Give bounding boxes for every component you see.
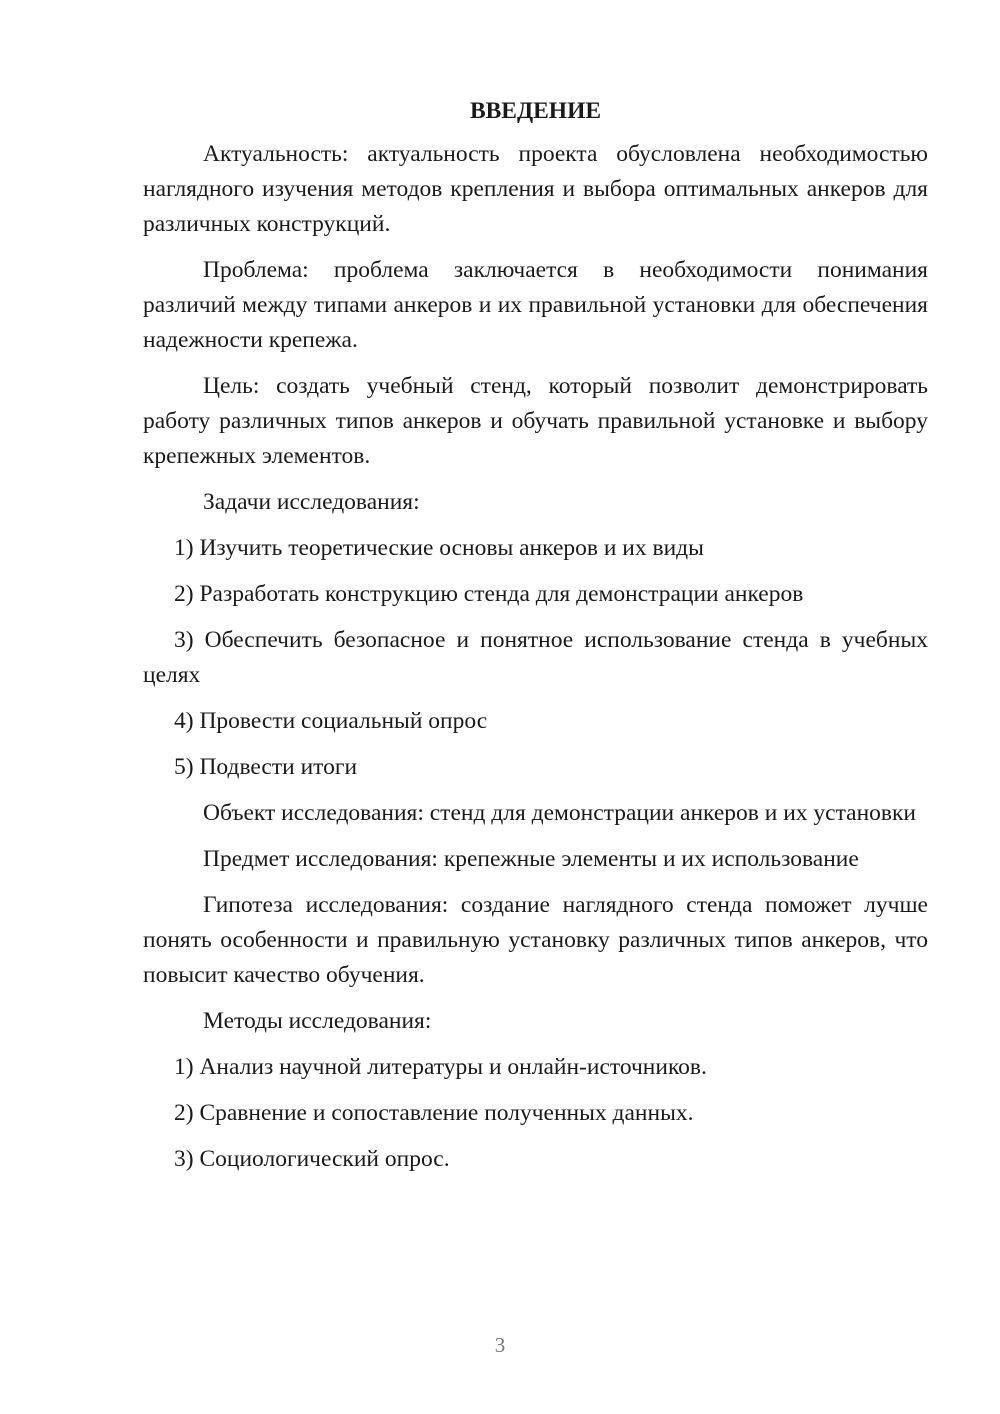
task-item: 5) Подвести итоги (174, 754, 358, 780)
method-item: 3) Социологический опрос. (174, 1146, 450, 1172)
tasks-heading: Задачи исследования: (203, 489, 420, 515)
task-item: 2) Разработать конструкцию стенда для демонстрации анкеров (174, 581, 804, 607)
problem-paragraph: Проблема: проблема заключается в необходимости понимания различий между типами анкеров и их правильной установки для обеспечения надежности крепежа. (143, 257, 928, 353)
method-item: 1) Анализ научной литературы и онлайн-источников. (174, 1054, 707, 1080)
section-title: ВВЕДЕНИЕ (469, 98, 602, 124)
relevance-paragraph: Актуальность: актуальность проекта обусловлена необходимостью наглядного изучения методов крепления и выбора оптимальных анкеров для различных конструкций. (143, 141, 928, 237)
page-number: 3 (494, 1333, 506, 1357)
page-content (143, 96, 928, 1188)
goal-paragraph: Цель: создать учебный стенд, который позволит демонстрировать работу различных типов анкеров и обучать правильной установке и выбору крепежных элементов. (143, 373, 928, 469)
hypothesis-paragraph: Гипотеза исследования: создание наглядного стенда поможет лучше понять особенности и правильную установку различных типов анкеров, что повысит качество обучения. (143, 892, 928, 988)
method-item: 2) Сравнение и сопоставление полученных данных. (174, 1100, 694, 1126)
object-paragraph: Объект исследования: стенд для демонстрации анкеров и их установки (203, 800, 916, 826)
subject-paragraph: Предмет исследования: крепежные элементы и их использование (203, 846, 859, 872)
task-item: 3) Обеспечить безопасное и понятное использование стенда в учебных целях (143, 627, 928, 688)
methods-heading: Методы исследования: (203, 1008, 432, 1034)
task-item: 1) Изучить теоретические основы анкеров и их виды (174, 535, 704, 561)
task-item: 4) Провести социальный опрос (174, 708, 488, 734)
